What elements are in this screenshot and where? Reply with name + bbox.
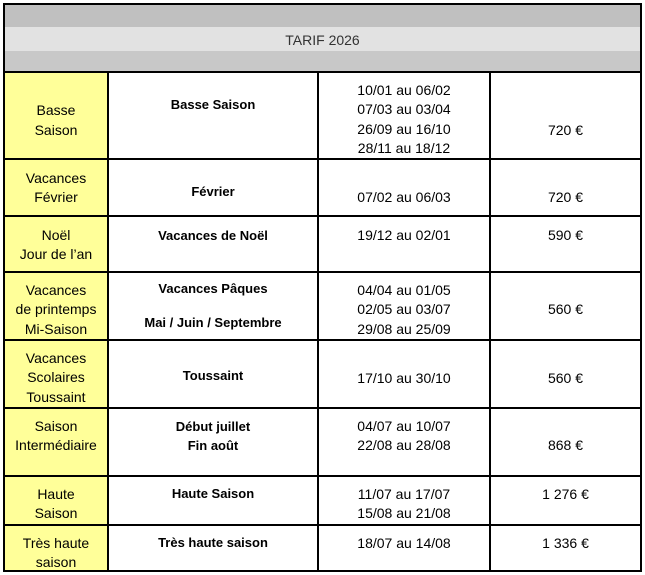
price <box>489 475 642 524</box>
season-label-line: Vacances <box>25 282 87 298</box>
period-name <box>107 71 317 158</box>
date-range <box>317 339 489 407</box>
date-range <box>317 158 489 215</box>
period-name-line: Vacances Pâques <box>158 281 268 296</box>
period-name <box>107 407 317 475</box>
season-label-line: Saison <box>34 418 78 434</box>
season-label-line: Toussaint <box>26 389 86 405</box>
period-name-line: Février <box>191 184 235 199</box>
season-label-line: Février <box>34 189 78 205</box>
price <box>489 271 642 339</box>
season-label-line: Scolaires <box>27 369 85 385</box>
season-label-line: Saison <box>34 122 78 138</box>
date-range-line: 19/12 au 02/01 <box>357 227 451 243</box>
date-range <box>317 71 489 158</box>
table-header <box>3 3 642 71</box>
season-label-line: Très haute <box>22 535 90 551</box>
price <box>489 524 642 572</box>
period-name-line: Vacances de Noël <box>158 228 268 243</box>
date-range-line: 26/09 au 16/10 <box>357 121 451 137</box>
season-label <box>3 271 107 339</box>
season-label-line: de printemps <box>15 301 97 317</box>
period-name-line: Mai / Juin / Septembre <box>144 315 282 330</box>
period-name-line: Très haute saison <box>158 535 268 550</box>
header-band-bottom <box>5 51 640 73</box>
tariff-table <box>3 3 642 572</box>
date-range <box>317 407 489 475</box>
table-row <box>3 271 642 339</box>
season-label-line: Basse <box>36 102 76 118</box>
date-range <box>317 475 489 524</box>
date-range-line: 11/07 au 17/07 <box>357 486 451 502</box>
season-label <box>3 215 107 271</box>
season-label-line: Vacances <box>25 170 87 186</box>
table-row <box>3 339 642 407</box>
price <box>489 71 642 158</box>
season-label-line: Noël <box>41 227 71 243</box>
date-range-line: 29/08 au 25/09 <box>357 321 451 337</box>
period-name-line: Basse Saison <box>170 97 256 112</box>
price <box>489 215 642 271</box>
date-range-line: 10/01 au 06/02 <box>357 82 451 98</box>
table-row <box>3 71 642 158</box>
period-name <box>107 475 317 524</box>
date-range-line: 15/08 au 21/08 <box>357 505 451 521</box>
period-name <box>107 158 317 215</box>
table-row <box>3 524 642 572</box>
season-label-line: Intermédiaire <box>15 437 97 453</box>
price-line: 560 € <box>547 301 584 317</box>
date-range-line: 07/02 au 06/03 <box>357 189 451 205</box>
period-name-line: Toussaint <box>182 368 244 383</box>
period-name <box>107 215 317 271</box>
season-label-line: Jour de l’an <box>19 246 93 262</box>
season-label <box>3 524 107 572</box>
period-name-line: Haute Saison <box>171 486 255 501</box>
date-range-line: 07/03 au 03/04 <box>357 101 451 117</box>
date-range-line: 02/05 au 03/07 <box>357 301 451 317</box>
season-label-line: Vacances <box>25 350 87 366</box>
date-range <box>317 215 489 271</box>
season-label <box>3 71 107 158</box>
table-row <box>3 215 642 271</box>
price <box>489 339 642 407</box>
price-line: 560 € <box>547 370 584 386</box>
period-name-line: Début juillet <box>175 419 251 434</box>
date-range <box>317 524 489 572</box>
season-label-line: Saison <box>34 505 78 521</box>
season-label-line: Mi-Saison <box>24 321 88 337</box>
date-range-line: 28/11 au 18/12 <box>357 140 451 156</box>
date-range-line: 18/07 au 14/08 <box>357 535 451 551</box>
season-label <box>3 158 107 215</box>
price-line: 590 € <box>547 227 584 243</box>
period-name <box>107 339 317 407</box>
season-label-line: saison <box>35 554 77 570</box>
period-name <box>107 524 317 572</box>
date-range-line: 22/08 au 28/08 <box>357 437 451 453</box>
price <box>489 158 642 215</box>
table-row <box>3 158 642 215</box>
table-title: TARIF 2026 <box>285 32 360 48</box>
price-line: 1 336 € <box>542 535 589 551</box>
season-label-line: Haute <box>37 486 75 502</box>
price-line: 720 € <box>547 122 584 138</box>
table-row <box>3 475 642 524</box>
price-line: 720 € <box>547 189 584 205</box>
period-name <box>107 271 317 339</box>
season-label <box>3 475 107 524</box>
season-label <box>3 407 107 475</box>
table-row <box>3 407 642 475</box>
price <box>489 407 642 475</box>
date-range-line: 04/07 au 10/07 <box>357 418 451 434</box>
date-range-line: 17/10 au 30/10 <box>357 370 451 386</box>
header-band-top <box>5 5 640 27</box>
price-line: 868 € <box>547 437 584 453</box>
date-range-line: 04/04 au 01/05 <box>357 282 451 298</box>
period-name-line: Fin août <box>187 438 239 453</box>
season-label <box>3 339 107 407</box>
price-line: 1 276 € <box>542 486 589 502</box>
date-range <box>317 271 489 339</box>
